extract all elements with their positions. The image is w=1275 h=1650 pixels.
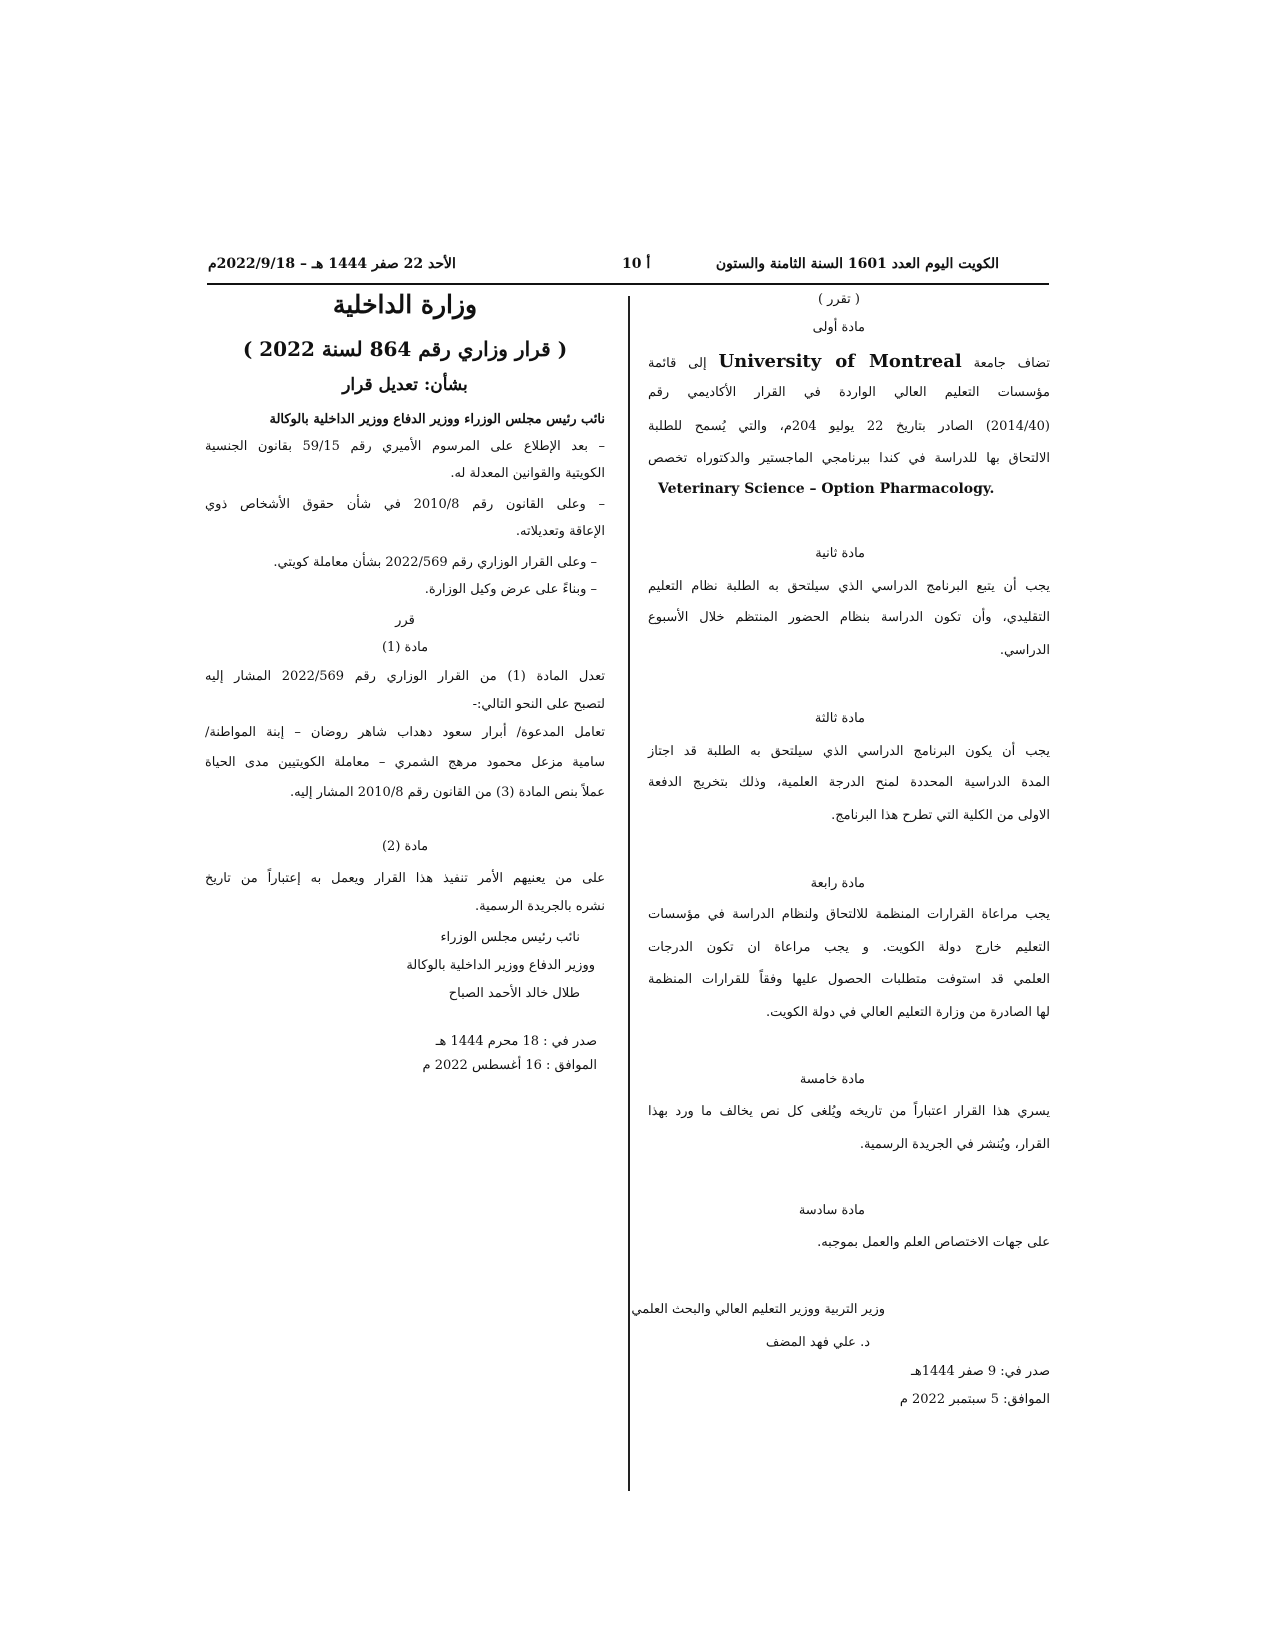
- article-1-line: سامية مزعل محمود مرهج الشمري – معاملة الكويتيين مدى الحياة: [205, 755, 605, 770]
- article-1-title: مادة أولى: [812, 320, 865, 335]
- decree-subject: بشأن: تعديل قرار: [342, 375, 468, 395]
- article-1-title: مادة (1): [381, 640, 429, 655]
- decided-heading: ( تقرر ): [817, 292, 860, 307]
- article-2-line: نشره بالجريدة الرسمية.: [475, 899, 605, 914]
- corresponding-date: الموافق: 5 سبتمبر 2022 م: [899, 1392, 1050, 1407]
- decided-heading: قرر: [395, 613, 415, 628]
- article-3-line: يجب أن يكون البرنامج الدراسي الذي سيلتحق به الطلبة قد اجتاز: [648, 744, 1050, 759]
- decree-title: ( قرار وزاري رقم 864 لسنة 2022 ): [242, 337, 568, 361]
- signature-title: ووزير الدفاع ووزير الداخلية بالوكالة: [406, 958, 595, 973]
- article-5-line: يسري هذا القرار اعتباراً من تاريخه ويُلغى كل نص يخالف ما ورد بهذا: [648, 1104, 1050, 1119]
- header-gazette-issue: الكويت اليوم العدد 1601 السنة الثامنة والستون: [715, 256, 999, 272]
- preamble-line: الكويتية والقوانين المعدلة له.: [450, 466, 605, 481]
- article-1-line: مؤسسات التعليم العالي الواردة في القرار الأكاديمي رقم: [648, 385, 1050, 400]
- issued-date: صدر في: 9 صفر 1444هـ: [911, 1364, 1050, 1379]
- program-name: Veterinary Science – Option Pharmacology.: [658, 481, 995, 497]
- corresponding-date: الموافق : 16 أغسطس 2022 م: [422, 1058, 597, 1073]
- article-4-line: العلمي قد استوفت متطلبات الحصول عليها وفقاً للقرارات المنظمة: [648, 972, 1050, 987]
- preamble-line: – وبناءً على عرض وكيل الوزارة.: [424, 582, 597, 597]
- article-1-line: الالتحاق بها للدراسة في كندا ببرنامجي الماجستير والدكتوراه تخصص: [648, 451, 1050, 466]
- header-date: الأحد 22 صفر 1444 هـ – 2022/9/18م: [208, 256, 456, 272]
- header-page-number: أ 10: [622, 256, 651, 272]
- article-4-line: لها الصادرة من وزارة التعليم العالي في دولة الكويت.: [765, 1005, 1050, 1020]
- preamble-line: – وعلى القرار الوزاري رقم 2022/569 بشأن معاملة كويتي.: [273, 555, 597, 570]
- article-4-title: مادة رابعة: [810, 876, 865, 891]
- article-1-line: عملاً بنص المادة (3) من القانون رقم 2010/8 المشار إليه.: [289, 785, 605, 800]
- article-2-title: مادة ثانية: [815, 546, 865, 561]
- signature-title: نائب رئيس مجلس الوزراء: [440, 930, 580, 945]
- article-4-line: يجب مراعاة القرارات المنظمة للالتحاق ولنظام الدراسة في مؤسسات: [648, 907, 1050, 922]
- signature-name: طلال خالد الأحمد الصباح: [448, 986, 580, 1001]
- article-5-line: القرار، ويُنشر في الجريدة الرسمية.: [859, 1137, 1050, 1152]
- article-2-line: يجب أن يتبع البرنامج الدراسي الذي سيلتحق به الطلبة نظام التعليم: [648, 579, 1050, 594]
- column-divider: [628, 296, 630, 1491]
- article-1-line: (2014/40) الصادر بتاريخ 22 يوليو 204م، والتي يُسمح للطلبة: [648, 419, 1050, 434]
- preamble-line: – وعلى القانون رقم 2010/8 في شأن حقوق الأشخاص ذوي: [205, 497, 605, 512]
- university-name: University of Montreal: [718, 351, 962, 372]
- ministry-decree-column: [205, 0, 605, 1650]
- signature-name: د. علي فهد المضف: [765, 1335, 870, 1350]
- decree-authority-line: نائب رئيس مجلس الوزراء ووزير الدفاع ووزير الداخلية بالوكالة: [269, 412, 605, 427]
- article-6-line: على جهات الاختصاص العلم والعمل بموجبه.: [817, 1235, 1050, 1250]
- article-2-line: على من يعنيهم الأمر تنفيذ هذا القرار ويعمل به إعتباراً من تاريخ: [205, 871, 605, 886]
- article-4-line: التعليم خارج دولة الكويت. و يجب مراعاة ان تكون الدرجات: [648, 940, 1050, 955]
- article-1-line: تعامل المدعوة/ أبرار سعود دهداب شاهر روضان – إبنة المواطنة/: [205, 725, 605, 740]
- article-3-title: مادة ثالثة: [814, 711, 865, 726]
- article-2-line: التقليدي، وأن تكون الدراسة بنظام الحضور المنتظم خلال الأسبوع: [648, 610, 1050, 625]
- article-1-line: تعدل المادة (1) من القرار الوزاري رقم 2022/569 المشار إليه: [205, 669, 605, 684]
- article-6-title: مادة سادسة: [798, 1203, 865, 1218]
- article-3-line: المدة الدراسية المحددة لمنح الدرجة العلمية، وذلك بتخريج الدفعة: [648, 775, 1050, 790]
- article-1-line: لتصبح على النحو التالي:-: [472, 697, 605, 712]
- article-5-title: مادة خامسة: [799, 1072, 865, 1087]
- signature-title: وزير التربية ووزير التعليم العالي والبحث العلمي: [631, 1302, 885, 1317]
- article-3-line: الاولى من الكلية التي تطرح هذا البرنامج.: [831, 808, 1050, 823]
- preamble-line: الإعاقة وتعديلاته.: [515, 524, 605, 539]
- ministry-title: وزارة الداخلية: [332, 290, 478, 319]
- article-2-title: مادة (2): [381, 839, 429, 854]
- article-2-line: الدراسي.: [999, 643, 1050, 658]
- preamble-line: – بعد الإطلاع على المرسوم الأميري رقم 59/15 بقانون الجنسية: [205, 439, 605, 454]
- article-1-text: تضاف جامعة: [973, 356, 1050, 371]
- article-1-line: [648, 351, 1050, 372]
- issued-date: صدر في : 18 محرم 1444 هـ: [435, 1034, 597, 1049]
- article-1-text: إلى قائمة: [648, 356, 707, 371]
